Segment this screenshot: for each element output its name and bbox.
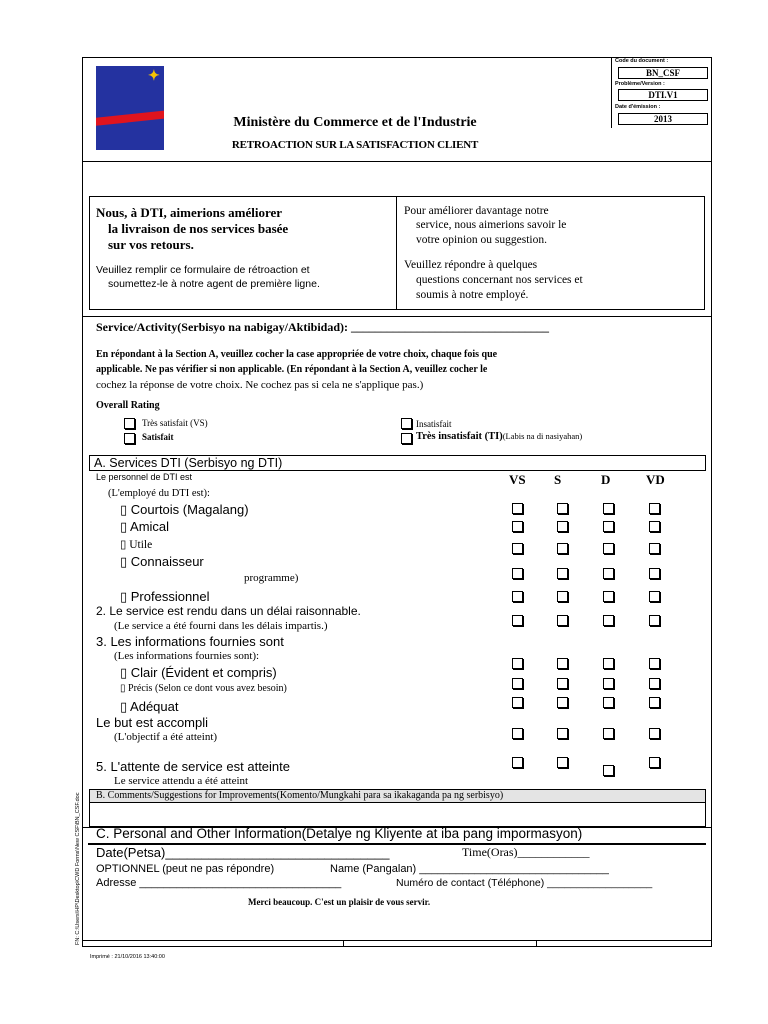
column-s-header: S xyxy=(554,472,562,487)
clair-d-checkbox[interactable] xyxy=(603,658,614,669)
item-adequat: ▯ Adéquat xyxy=(120,699,179,714)
document-info-box xyxy=(611,57,713,128)
instructions-line-3: cochez la réponse de votre choix. Ne cochez pas si cela ne s'applique pas.) xyxy=(96,379,424,391)
rating-vd-label-bold: Très insatisfait (TI) xyxy=(416,431,503,442)
question-3: 3. Les informations fournies sont xyxy=(96,634,284,649)
header-divider xyxy=(82,161,712,162)
precis-vs-checkbox[interactable] xyxy=(512,678,523,689)
intro-left-heading-2: la livraison de nos services basée xyxy=(108,221,289,236)
connaisseur-s-checkbox[interactable] xyxy=(557,568,568,579)
rating-s-checkbox[interactable] xyxy=(124,433,135,444)
adequat-vd-checkbox[interactable] xyxy=(649,697,660,708)
optional-label: OPTIONNEL (peut ne pas répondre) xyxy=(96,863,275,875)
connaisseur-vs-checkbox[interactable] xyxy=(512,568,523,579)
address-field[interactable]: Adresse _________________________________ xyxy=(96,877,342,889)
item-connaisseur: ▯ Connaisseur xyxy=(120,554,204,569)
service-activity-field[interactable]: Service/Activity(Serbisyo na nabigay/Aktibidad): _________________________________ xyxy=(96,320,550,334)
version-value: DTI.V1 xyxy=(618,89,708,101)
delai-vs-checkbox[interactable] xyxy=(512,615,523,626)
attente-vs-checkbox[interactable] xyxy=(512,757,523,768)
delai-s-checkbox[interactable] xyxy=(557,615,568,626)
professionnel-vd-checkbox[interactable] xyxy=(649,591,660,602)
intro-divider xyxy=(396,197,397,309)
date-label: Date d'émission : xyxy=(615,104,661,110)
overall-rating-title: Overall Rating xyxy=(96,400,160,411)
question-5: 5. L'attente de service est atteinte xyxy=(96,759,290,774)
courtois-vs-checkbox[interactable] xyxy=(512,503,523,514)
section-a-intro-1: Le personnel de DTI est xyxy=(96,472,193,482)
precis-s-checkbox[interactable] xyxy=(557,678,568,689)
intro-left-text-2: soumettez-le à notre agent de première ligne. xyxy=(108,278,320,290)
question-5-sub: Le service attendu a été atteint xyxy=(114,775,249,787)
attente-s-checkbox[interactable] xyxy=(557,757,568,768)
but-vd-checkbox[interactable] xyxy=(649,728,660,739)
precis-d-checkbox[interactable] xyxy=(603,678,614,689)
thank-you-message: Merci beaucoup. C'est un plaisir de vous servir. xyxy=(248,897,431,907)
attente-d-checkbox[interactable] xyxy=(603,765,614,776)
contact-field[interactable]: Numéro de contact (Téléphone) __________________ xyxy=(396,877,653,889)
adequat-d-checkbox[interactable] xyxy=(603,697,614,708)
utile-vs-checkbox[interactable] xyxy=(512,543,523,554)
printed-timestamp: Imprimé : 21/10/2016 13:40:00 xyxy=(90,954,165,960)
intro-right-text-1: Pour améliorer davantage notre xyxy=(404,205,549,217)
item-amical: ▯ Amical xyxy=(120,519,170,534)
intro-right-text-6: soumis à notre employé. xyxy=(416,289,529,301)
question-2: 2. Le service est rendu dans un délai raisonnable. xyxy=(96,604,361,618)
instructions-line-1: En répondant à la Section A, veuillez cocher la case appropriée de votre choix, chaque fois que xyxy=(96,349,498,360)
footer-rule xyxy=(82,940,712,941)
date-value: 2013 xyxy=(618,113,708,125)
professionnel-vs-checkbox[interactable] xyxy=(512,591,523,602)
item-programme: programme) xyxy=(244,572,299,584)
rating-d-checkbox[interactable] xyxy=(401,418,412,429)
column-d-header: D xyxy=(601,472,611,487)
section-b-title: B. Comments/Suggestions for Improvements(Komento/Mungkahi para sa ikakaganda pa ng serbisyo) xyxy=(96,790,504,801)
rating-vs-label: Très satisfait (VS) xyxy=(142,418,208,428)
section-a-title: A. Services DTI (Serbisyo ng DTI) xyxy=(94,456,283,470)
clair-s-checkbox[interactable] xyxy=(557,658,568,669)
rating-vd-label-tail: (Labis na di nasiyahan) xyxy=(502,431,583,441)
courtois-s-checkbox[interactable] xyxy=(557,503,568,514)
utile-s-checkbox[interactable] xyxy=(557,543,568,554)
item-professionnel: ▯ Professionnel xyxy=(120,589,210,604)
connaisseur-vd-checkbox[interactable] xyxy=(649,568,660,579)
courtois-d-checkbox[interactable] xyxy=(603,503,614,514)
doc-code-value: BN_CSF xyxy=(618,67,708,79)
question-4-sub: (L'objectif a été atteint) xyxy=(114,731,218,743)
courtois-vd-checkbox[interactable] xyxy=(649,503,660,514)
adequat-vs-checkbox[interactable] xyxy=(512,697,523,708)
form-title: RETROACTION SUR LA SATISFACTION CLIENT xyxy=(231,139,479,151)
intro-left-heading-1: Nous, à DTI, aimerions améliorer xyxy=(96,205,283,220)
logo-red-stripe xyxy=(96,110,164,126)
question-3-sub: (Les informations fournies sont): xyxy=(114,650,260,662)
footer-tick-1 xyxy=(343,940,344,947)
attente-vd-checkbox[interactable] xyxy=(649,757,660,768)
column-vs-header: VS xyxy=(509,472,526,487)
amical-vs-checkbox[interactable] xyxy=(512,521,523,532)
time-field[interactable]: Time(Oras)____________ xyxy=(462,845,590,859)
intro-left-text-1: Veuillez remplir ce formulaire de rétroaction et xyxy=(96,264,310,276)
clair-vd-checkbox[interactable] xyxy=(649,658,660,669)
but-d-checkbox[interactable] xyxy=(603,728,614,739)
utile-d-checkbox[interactable] xyxy=(603,543,614,554)
but-s-checkbox[interactable] xyxy=(557,728,568,739)
amical-s-checkbox[interactable] xyxy=(557,521,568,532)
intro-right-text-2: service, nous aimerions savoir le xyxy=(416,219,567,231)
section-c-title: C. Personal and Other Information(Detalye ng Kliyente at iba pang impormasyon) xyxy=(96,826,583,841)
intro-right-text-3: votre opinion ou suggestion. xyxy=(416,234,547,246)
intro-bottom-divider xyxy=(82,316,712,317)
date-field[interactable]: Date(Petsa)_______________________________ xyxy=(96,845,390,860)
dti-logo xyxy=(96,66,164,150)
version-label: Problème/Version : xyxy=(615,81,665,87)
logo-star-icon: ✦ xyxy=(148,69,160,84)
delai-d-checkbox[interactable] xyxy=(603,615,614,626)
question-2-sub: (Le service a été fourni dans les délais impartis.) xyxy=(114,620,328,632)
rating-s-label: Satisfait xyxy=(142,432,174,442)
doc-code-label: Code du document : xyxy=(615,58,669,64)
footer-tick-2 xyxy=(536,940,537,947)
section-a-intro-2: (L'employé du DTI est): xyxy=(108,488,210,499)
connaisseur-d-checkbox[interactable] xyxy=(603,568,614,579)
professionnel-s-checkbox[interactable] xyxy=(557,591,568,602)
comments-input-area[interactable] xyxy=(89,803,706,827)
amical-d-checkbox[interactable] xyxy=(603,521,614,532)
question-4: Le but est accompli xyxy=(96,715,209,730)
item-courtois: ▯ Courtois (Magalang) xyxy=(120,502,249,517)
rating-d-label: Insatisfait xyxy=(416,419,452,429)
item-clair: ▯ Clair (Évident et compris) xyxy=(120,665,277,680)
intro-left-heading-3: sur vos retours. xyxy=(108,237,194,252)
side-file-path: FN: C:\Users\HP\Desktop\CWD Forms\New CSF\BN_CSF.doc xyxy=(75,792,81,945)
but-vs-checkbox[interactable] xyxy=(512,728,523,739)
delai-vd-checkbox[interactable] xyxy=(649,615,660,626)
instructions-line-2: applicable. Ne pas vérifier si non applicable. (En répondant à la Section A, veuillez cocher le xyxy=(96,364,488,375)
item-utile: ▯ Utile xyxy=(120,539,153,551)
professionnel-d-checkbox[interactable] xyxy=(603,591,614,602)
intro-right-text-5: questions concernant nos services et xyxy=(416,274,583,286)
rating-vd-label xyxy=(416,431,582,442)
ministry-title: Ministère du Commerce et de l'Industrie xyxy=(233,115,477,130)
rating-vs-checkbox[interactable] xyxy=(124,418,135,429)
rating-vd-checkbox[interactable] xyxy=(401,433,412,444)
column-vd-header: VD xyxy=(646,472,665,487)
item-precis: ▯ Précis (Selon ce dont vous avez besoin) xyxy=(120,683,287,694)
adequat-s-checkbox[interactable] xyxy=(557,697,568,708)
precis-vd-checkbox[interactable] xyxy=(649,678,660,689)
name-field[interactable]: Name (Pangalan) _______________________________ xyxy=(330,863,609,875)
clair-vs-checkbox[interactable] xyxy=(512,658,523,669)
amical-vd-checkbox[interactable] xyxy=(649,521,660,532)
utile-vd-checkbox[interactable] xyxy=(649,543,660,554)
intro-right-text-4: Veuillez répondre à quelques xyxy=(404,259,538,271)
